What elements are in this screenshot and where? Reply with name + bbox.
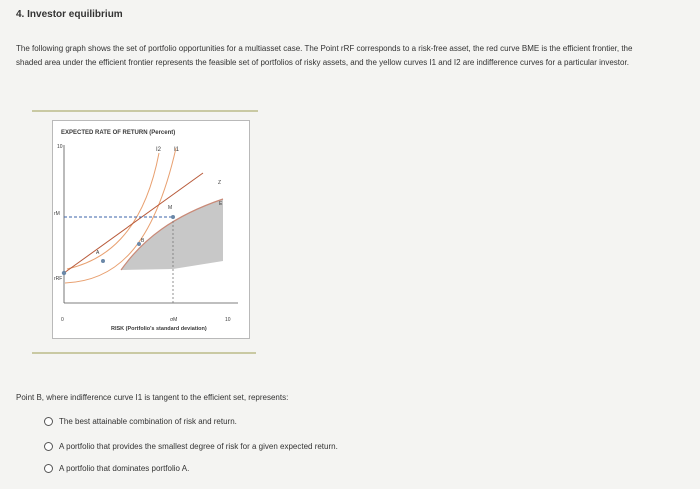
radio-button[interactable] (44, 417, 53, 426)
point-r-rf (62, 271, 66, 275)
label-i1: I1 (174, 147, 180, 153)
radio-button[interactable] (44, 464, 53, 473)
label-r-rf: rRF (54, 276, 63, 282)
y-axis-label: EXPECTED RATE OF RETURN (Percent) (61, 130, 176, 136)
question-title: 4. Investor equilibrium (16, 9, 123, 20)
label-m: M (168, 205, 173, 211)
option-label: A portfolio that provides the smallest degree of risk for a given expected return. (59, 441, 338, 451)
origin-label: 0 (61, 317, 64, 323)
point-a (101, 259, 105, 263)
label-b: B (141, 238, 145, 244)
radio-button[interactable] (44, 442, 53, 451)
y-top-tick: 10 (57, 144, 63, 150)
label-i2: I2 (156, 147, 162, 153)
label-a: A (96, 250, 100, 256)
question-paragraph: The following graph shows the set of portfolio opportunities for a multiasset case. The Point rRF corresponds to a risk-free asset, the red curve BME is the efficient frontier, the shaded area under the efficient frontier represents the feasible set of portfolios of risky assets, and the yellow curves I1 and I2 are indifference curves for a particular investor. (16, 44, 633, 67)
point-m (171, 215, 175, 219)
x-axis-label: RISK (Portfolio's standard deviation) (111, 326, 207, 332)
x-right-tick: 10 (225, 317, 231, 323)
divider-bottom (32, 352, 256, 354)
label-z: Z (218, 180, 222, 186)
label-sigma-m: σM (170, 317, 178, 323)
graph-svg (53, 121, 249, 338)
option-smallest-risk[interactable] (44, 440, 338, 452)
portfolio-graph (52, 120, 250, 339)
label-e: E (219, 201, 223, 207)
option-best-attainable[interactable] (44, 415, 237, 427)
option-label: The best attainable combination of risk and return. (59, 416, 237, 426)
question-prompt: Point B, where indifference curve I1 is tangent to the efficient set, represents: (16, 393, 289, 402)
option-label: A portfolio that dominates portfolio A. (59, 463, 190, 473)
option-dominates-a[interactable] (44, 462, 189, 474)
label-r-m: rM (54, 211, 60, 217)
divider-top (32, 110, 258, 112)
